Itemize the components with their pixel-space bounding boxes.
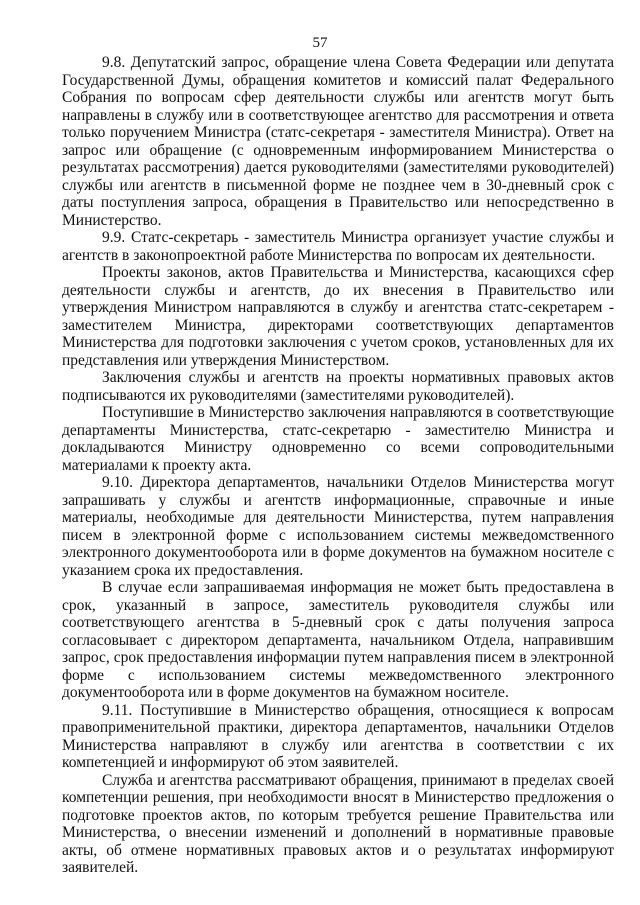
paragraph-conclusions-signed: Заключения службы и агентств на проекты нормативных правовых актов подписываются их руководителями (заместителями руководителей).	[62, 369, 614, 404]
paragraph-9-11: 9.11. Поступившие в Министерство обращения, относящиеся к вопросам правоприменительной практики, директора департаментов, начальники Отделов Министерства направляют в службу или агентства в соответствии с их компетенцией и информируют об этом заявителей.	[62, 701, 614, 771]
paragraph-conclusions-forwarded: Поступившие в Министерство заключения направляются в соответствующие департаменты Министерства, статс-секретарю - заместителю Министра и докладываются Министру одновременно со всеми сопроводительными материалами к проекту акта.	[62, 404, 614, 474]
paragraph-draft-laws: Проекты законов, актов Правительства и Министерства, касающихся сфер деятельности службы и агентств, до их внесения в Правительство или утверждения Министром направляются в службу и агентства статс-секретарем - заместителем Министра, директорами соответствующих департаментов Министерства для подготовки заключения с учетом сроков, установленных для их представления или утверждения Министерством.	[62, 264, 614, 369]
paragraph-9-8: 9.8. Депутатский запрос, обращение члена Совета Федерации или депутата Государственной Думы, обращения комитетов и комиссий палат Федерального Собрания по вопросам сфер деятельности службы или агентств могут быть направлены в службу или в соответствующее агентство для рассмотрения и ответа только поручением Министра (статс-секретаря - заместителя Министра). Ответ на запрос или обращение (с одновременным информированием Министерства о результатах рассмотрения) дается руководителями (заместителями руководителей) службы или агентств в письменной форме не позднее чем в 30-дневный срок с даты поступления запроса, обращения в Правительство или непосредственно в Министерство.	[62, 54, 614, 229]
paragraph-appeals-review: Служба и агентства рассматривают обращения, принимают в пределах своей компетенции решения, при необходимости вносят в Министерство предложения о подготовке проектов актов, по которым требуется решение Правительства или Министерства, о внесении изменений и дополнений в нормативные правовые акты, об отмене нормативных правовых актов и о результатах информируют заявителей.	[62, 771, 614, 876]
paragraph-deadline-agreement: В случае если запрашиваемая информация не может быть предоставлена в срок, указанный в запросе, заместитель руководителя службы или соответствующего агентства в 5-дневный срок с даты получения запроса согласовывает с директором департамента, начальником Отдела, направившим запрос, срок предоставления информации путем направления писем в электронной форме с использованием системы межведомственного электронного документооборота или в форме документов на бумажном носителе.	[62, 579, 614, 701]
paragraph-9-9: 9.9. Статс-секретарь - заместитель Министра организует участие службы и агентств в законопроектной работе Министерства по вопросам их деятельности.	[62, 229, 614, 264]
document-body	[62, 54, 614, 877]
paragraph-9-10: 9.10. Директора департаментов, начальники Отделов Министерства могут запрашивать у службы и агентств информационные, справочные и иные материалы, необходимые для деятельности Министерства, путем направления писем в электронной форме с использованием системы межведомственного электронного документооборота или в форме документов на бумажном носителе с указанием срока их предоставления.	[62, 474, 614, 579]
page-number: 57	[312, 35, 328, 51]
